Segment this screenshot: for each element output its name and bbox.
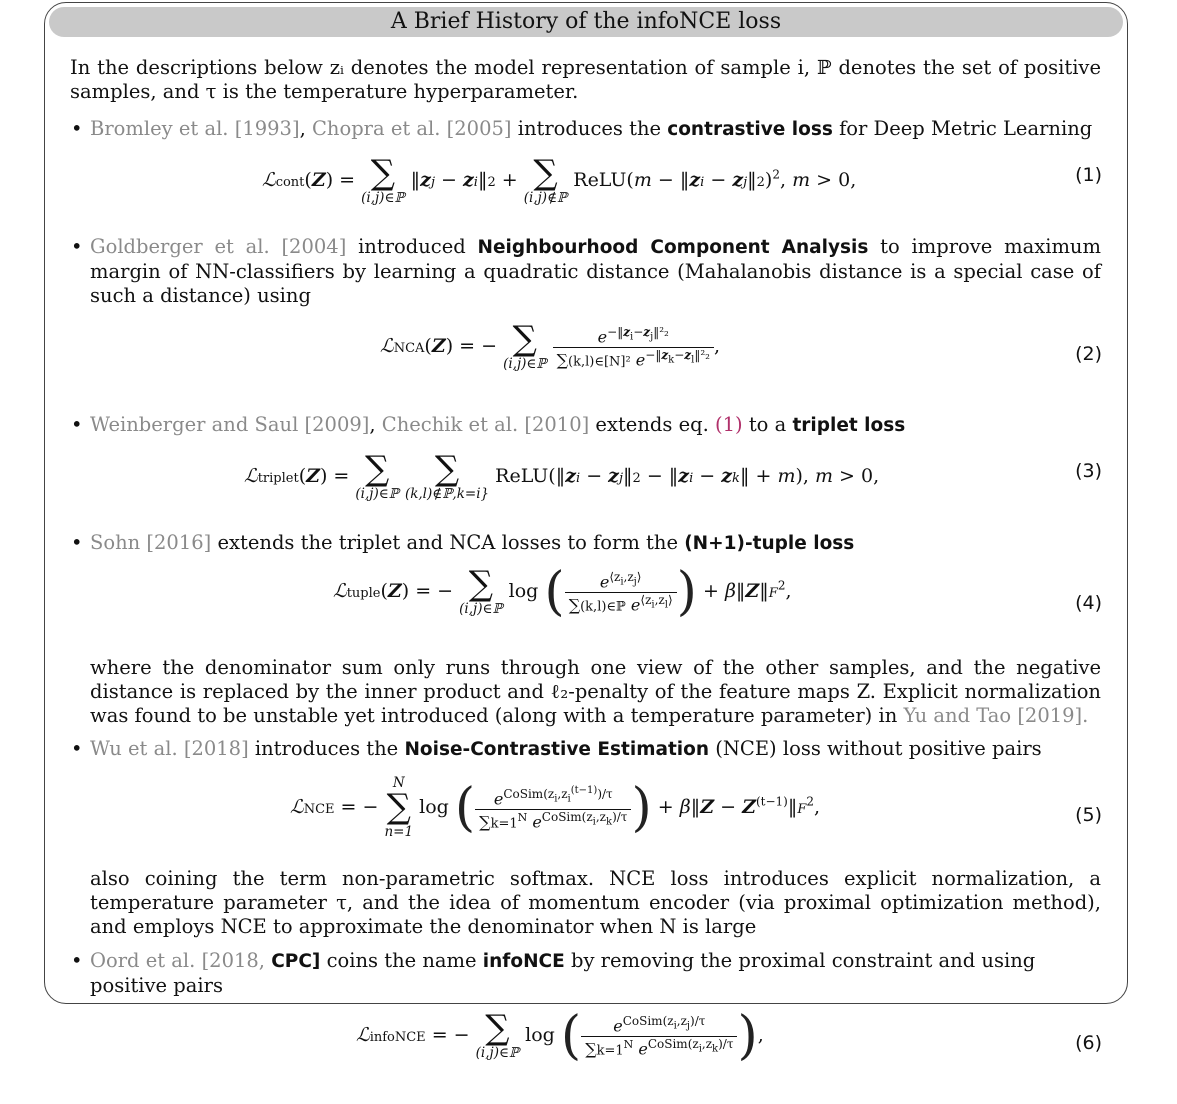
equation-number-4: (4) [1075,592,1102,614]
bullet-contrastive: • Bromley et al. [1993], Chopra et al. [2005] introduces the contrastive loss for Deep Metric Learning [71,117,1093,140]
citation-weinberger[interactable]: Weinberger and Saul [2009] [90,413,370,436]
equation-1: ℒcont(Z) = ∑ (i,j)∈ℙ ‖zj − zi‖2 + ∑ (i,j)∉ℙ ReLU(m − ‖zi − zj‖2)$^2$, m > 0, [262,153,857,206]
bullet-infonce: • Oord et al. [2018, CPC] coins the name infoNCE by removing the proximal constraint and using positive pairs [71,949,1036,997]
intro-paragraph: In the descriptions below zᵢ denotes the model representation of sample i, ℙ denotes the set of positive samples, and τ is the temperature hyperparameter. [70,56,1101,103]
bullet-tuple: • Sohn [2016] extends the triplet and NCA losses to form the (N+1)-tuple loss [71,531,855,554]
equation-number-5: (5) [1075,804,1102,826]
equation-number-1: (1) [1075,164,1102,186]
citation-chopra[interactable]: Chopra et al. [2005] [311,117,512,140]
citation-bromley[interactable]: Bromley et al. [1993] [90,117,300,140]
tuple-explanation: where the denominator sum only runs through one view of the other samples, and the negative distance is replaced by the inner product and ℓ₂-penalty of the feature maps Z. Explicit normalization was found to be unstable yet introduced (along with a temperature parameter) in Yu and Tao [2019]. [90,656,1101,727]
equation-number-6: (6) [1075,1032,1102,1054]
term-triplet-loss: triplet loss [792,415,906,436]
equation-6: ℒinfoNCE = − ∑ (i,j)∈ℙ log ( $\frac{e^{CoSim(z_i,z_j)/\tau}}{\sum k=1^N e^{CoSim(z_i,z_k)/\tau}}$ ), [356,1006,764,1066]
box-title: A Brief History of the infoNCE loss [49,7,1123,37]
citation-goldberger[interactable]: Goldberger et al. [2004] [90,235,347,258]
equation-number-2: (2) [1075,343,1102,365]
term-nca: Neighbourhood Component Analysis [477,237,869,258]
term-cpc: CPC] [271,951,321,972]
citation-wu[interactable]: Wu et al. [2018] [90,737,249,760]
bullet-triplet: • Weinberger and Saul [2009], Chechik et al. [2010] extends eq. (1) to a triplet loss [71,413,906,436]
citation-sohn[interactable]: Sohn [2016] [90,531,212,554]
bullet-nca: • Goldberger et al. [2004] introduced Neighbourhood Component Analysis to improve maximum margin of NN-classifiers by learning a quadratic distance (Mahalanobis distance is a special case of such a distance) using [71,235,1101,307]
term-tuple-loss: (N+1)-tuple loss [684,533,855,554]
history-box [44,2,1128,1004]
citation-chechik[interactable]: Chechik et al. [2010] [381,413,590,436]
bullet-nce: • Wu et al. [2018] introduces the Noise-Contrastive Estimation (NCE) loss without positive pairs [71,737,1042,760]
equation-ref-1[interactable]: (1) [715,413,743,436]
equation-number-3: (3) [1075,460,1102,482]
equation-3: ℒtriplet(Z) = ∑ (i,j)∈ℙ ∑ (k,l)∉ℙ,k=i} ReLU(‖zi − zj‖2 − ‖zi − zk‖ + m), m > 0, [244,449,880,502]
equation-5: ℒNCE = − N ∑ n=1 log ( $\frac{e^{CoSim(z_i,z_i^{(t-1)})/\tau}}{\sum k=1^N e^{CoSim(z_i,z_k)/\tau}}$ ) + β‖Z − $Z^{(t-1)}‖F^2$, [290,775,821,840]
term-infonce: infoNCE [482,951,565,972]
term-contrastive-loss: contrastive loss [667,119,833,140]
citation-oord[interactable]: Oord et al. [2018, [90,949,265,972]
equation-4: ℒtuple(Z) = − ∑ (i,j)∈ℙ log ( $\frac{e^{⟨z_i,z_j⟩}}{\sum(k,l)\in ℙ e^{⟨z_i,z_l⟩}}$ ) + $\beta‖Z‖F^2$, [333,562,792,622]
citation-yu-tao[interactable]: Yu and Tao [2019]. [903,704,1089,727]
term-nce: Noise-Contrastive Estimation [404,739,710,760]
nce-explanation: also coining the term non-parametric softmax. NCE loss introduces explicit normalization, a temperature parameter τ, and the idea of momentum encoder (via proximal optimization method), and employs NCE to approximate the denominator when N is large [90,867,1101,938]
equation-2: ℒNCA(Z) = − ∑ (i,j)∈ℙ $\frac{e^{-‖z_i-z_j‖^2_2}}{\sum(k,l)\in[N]^2 e^{-‖z_k-z_l‖^2_2}}$ , [380,319,720,372]
